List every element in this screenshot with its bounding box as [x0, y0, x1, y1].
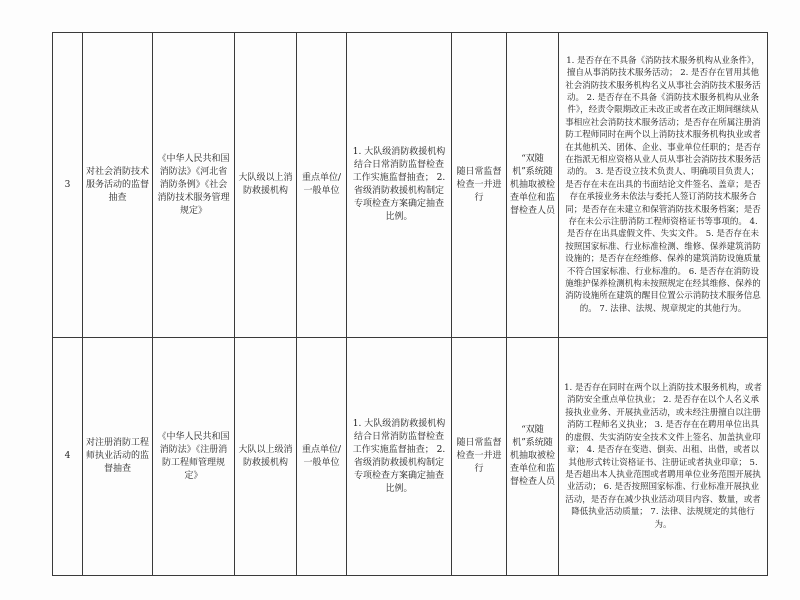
table-row — [53, 33, 768, 338]
inspection-item: 对注册消防工程师执业活动的监督抽查 — [83, 338, 153, 576]
inspection-subject: 大队以上级消防救援机构 — [235, 338, 297, 576]
inspection-ratio: 1. 大队级消防救援机构结合日常消防监督检查工作实施监督抽查； 2. 省级消防救援机构制定专项检查方案确定抽查比例。 — [347, 338, 452, 576]
inspection-table — [52, 32, 768, 576]
inspection-item: 对社会消防技术服务活动的监督抽查 — [83, 33, 153, 338]
legal-basis: 《中华人民共和国消防法》《河北省消防条例》《社会消防技术服务管理规定》 — [153, 33, 235, 338]
legal-basis: 《中华人民共和国消防法》《注册消防工程师管理规定》 — [153, 338, 235, 576]
inspection-method: “双随机”系统随机抽取被检查单位和监督检查人员 — [507, 33, 559, 338]
inspection-target: 重点单位/一般单位 — [297, 338, 347, 576]
inspection-ratio: 1. 大队级消防救援机构结合日常消防监督检查工作实施监督抽查； 2. 省级消防救援机构制定专项检查方案确定抽查比例。 — [347, 33, 452, 338]
inspection-frequency: 随日常监督检查一并进行 — [452, 338, 507, 576]
inspection-frequency: 随日常监督检查一并进行 — [452, 33, 507, 338]
inspection-target: 重点单位/一般单位 — [297, 33, 347, 338]
table-row — [53, 338, 768, 576]
row-index: 3 — [53, 33, 83, 338]
inspection-content: 1. 是否存在同时在两个以上消防技术服务机构，或者消防安全重点单位执业； 2. 是否存在以个人名义承接执业业务、开展执业活动，或未经注册擅自以注册消防工程师名义执业； 3. 是否存在在聘用单位出具的虚假、失实消防安全技术文件上签名、加盖执业印章； 4. 是否存在变造、倒卖、出租、出借，或者以其他形式转让资格证书、注册证或者执业印章； 5. 是否超出本人执业范围或者聘用单位业务范围开展执业活动； 6. 是否按照国家标准、行业标准开展执业活动，是否存在减少执业活动项目内容、数量，或者降低执业活动质量； 7. 法律、法规规定的其他行为。 — [559, 338, 768, 576]
inspection-method: “双随机”系统随机抽取被检查单位和监督检查人员 — [507, 338, 559, 576]
inspection-subject: 大队级以上消防救援机构 — [235, 33, 297, 338]
row-index: 4 — [53, 338, 83, 576]
inspection-content: 1. 是否存在不具备《消防技术服务机构从业条件》，擅自从事消防技术服务活动； 2. 是否存在冒用其他社会消防技术服务机构名义从事社会消防技术服务活动。 2. 是否存在不具备《消防技术服务机构从业条件》，经责令限期改正未改正或者在改正期间继续从事相应社会消防技术服务活动；是否存在所属注册消防工程师同时在两个以上消防技术服务机构执业或者在其他机关、团体、企业、事业单位任职的；是否存在指派无相应资格从业人员从事社会消防技术服务活动的。 3. 是否设立技术负责人、明确项目负责人；是否存在未在出具的书面结论文件签名、盖章；是否存在承接业务未依法与委托人签订消防技术服务合同；是否存在未建立和保管消防技术服务档案；是否存在未公示注册消防工程师资格证书等事项的。 4. 是否存在出具虚假文件、失实文件。 5. 是否存在未按照国家标准、行业标准检测、维修、保养建筑消防设施的；是否存在经维修、保养的建筑消防设施质量不符合国家标准、行业标准的。 6. 是否存在消防设施维护保养检测机构未按照规定在经其维修、保养的消防设施所在建筑的醒目位置公示消防技术服务信息的。 7. 法律、法规、规章规定的其他行为。 — [559, 33, 768, 338]
